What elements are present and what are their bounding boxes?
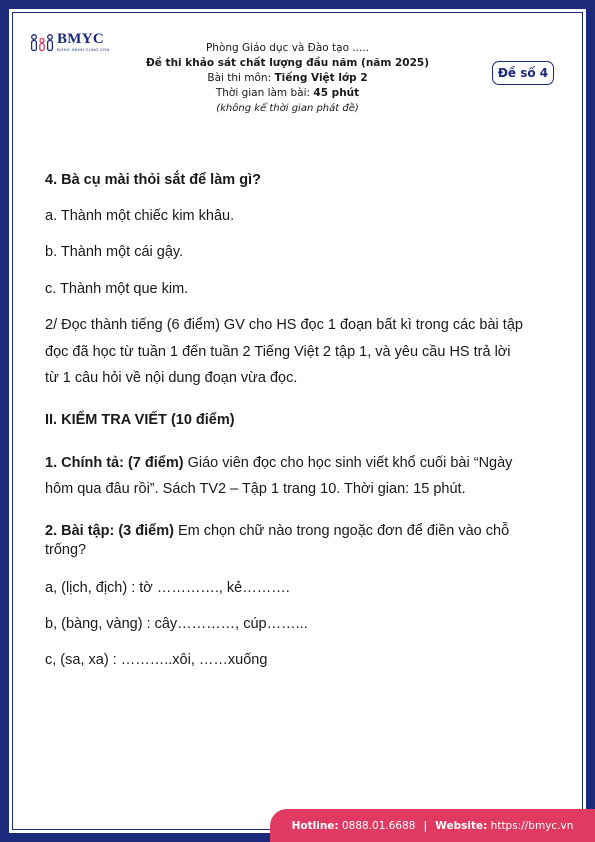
header-department: Phòng Giáo dục và Đào tạo .....	[205, 42, 370, 54]
website-label: Website:	[435, 819, 488, 832]
subject-name: Tiếng Việt lớp 2	[274, 72, 368, 84]
exercise-line: 2. Bài tập: (3 điểm) Em chọn chữ nào trong ngoặc đơn để điền vào chỗ	[45, 523, 510, 539]
exercise-item-a: a, (lịch, địch) : tờ …………., kẻ……….	[45, 580, 290, 596]
exercise-item-c: c, (sa, xa) : ………..xôi, ……xuống	[45, 652, 268, 668]
hotline-label: Hotline:	[291, 819, 339, 832]
read-aloud-line: từ 1 câu hỏi về nội dung đoạn vừa đọc.	[45, 370, 298, 386]
website-link[interactable]: https://bmyc.vn	[490, 819, 574, 832]
header-exam-title: Đề thi khảo sát chất lượng đầu năm (năm 2025)	[145, 57, 429, 69]
exam-header	[120, 41, 455, 116]
answer-option-b: b. Thành một cái gậy.	[45, 244, 184, 260]
header-subject: Bài thi môn: Tiếng Việt lớp 2	[207, 72, 368, 84]
logo-name: BMYC	[57, 31, 105, 47]
bmyc-logo	[30, 30, 110, 54]
exercise-line: trống?	[45, 542, 87, 558]
read-aloud-line: 2/ Đọc thành tiếng (6 điểm) GV cho HS đọc 1 đoạn bất kì trong các bài tập	[45, 317, 523, 333]
answer-option-c: c. Thành một que kim.	[45, 281, 189, 297]
logo-tagline: ĐỒNG HÀNH CÙNG CON	[57, 47, 110, 52]
header-note: (không kể thời gian phát đề)	[216, 103, 359, 114]
contact-footer	[270, 809, 595, 842]
header-duration: Thời gian làm bài: 45 phút	[215, 87, 360, 99]
exercise-label: 2. Bài tập: (3 điểm)	[45, 523, 174, 539]
dictation-line: 1. Chính tả: (7 điểm) Giáo viên đọc cho học sinh viết khổ cuối bài “Ngày	[45, 455, 513, 471]
hotline-number[interactable]: 0888.01.6688	[341, 819, 416, 832]
read-aloud-line: đọc đã học từ tuần 1 đến tuần 2 Tiếng Việt 2 tập 1, và yêu cầu HS trả lời	[45, 344, 511, 360]
exercise-item-b: b, (bàng, vàng) : cây…………, cúp……...	[45, 616, 308, 632]
duration-value: 45 phút	[313, 87, 360, 99]
family-icon	[30, 32, 54, 52]
answer-option-a: a. Thành một chiếc kim khâu.	[45, 208, 235, 224]
section-writing-heading: II. KIỂM TRA VIẾT (10 điểm)	[45, 412, 235, 428]
question-4: 4. Bà cụ mài thỏi sắt để làm gì?	[45, 172, 261, 188]
exam-number-badge: Đề số 4	[492, 61, 554, 85]
dictation-label: 1. Chính tả: (7 điểm)	[45, 455, 184, 471]
footer-separator: |	[423, 819, 428, 832]
dictation-line: hôm qua đâu rồi”. Sách TV2 – Tập 1 trang 10. Thời gian: 15 phút.	[45, 481, 466, 497]
